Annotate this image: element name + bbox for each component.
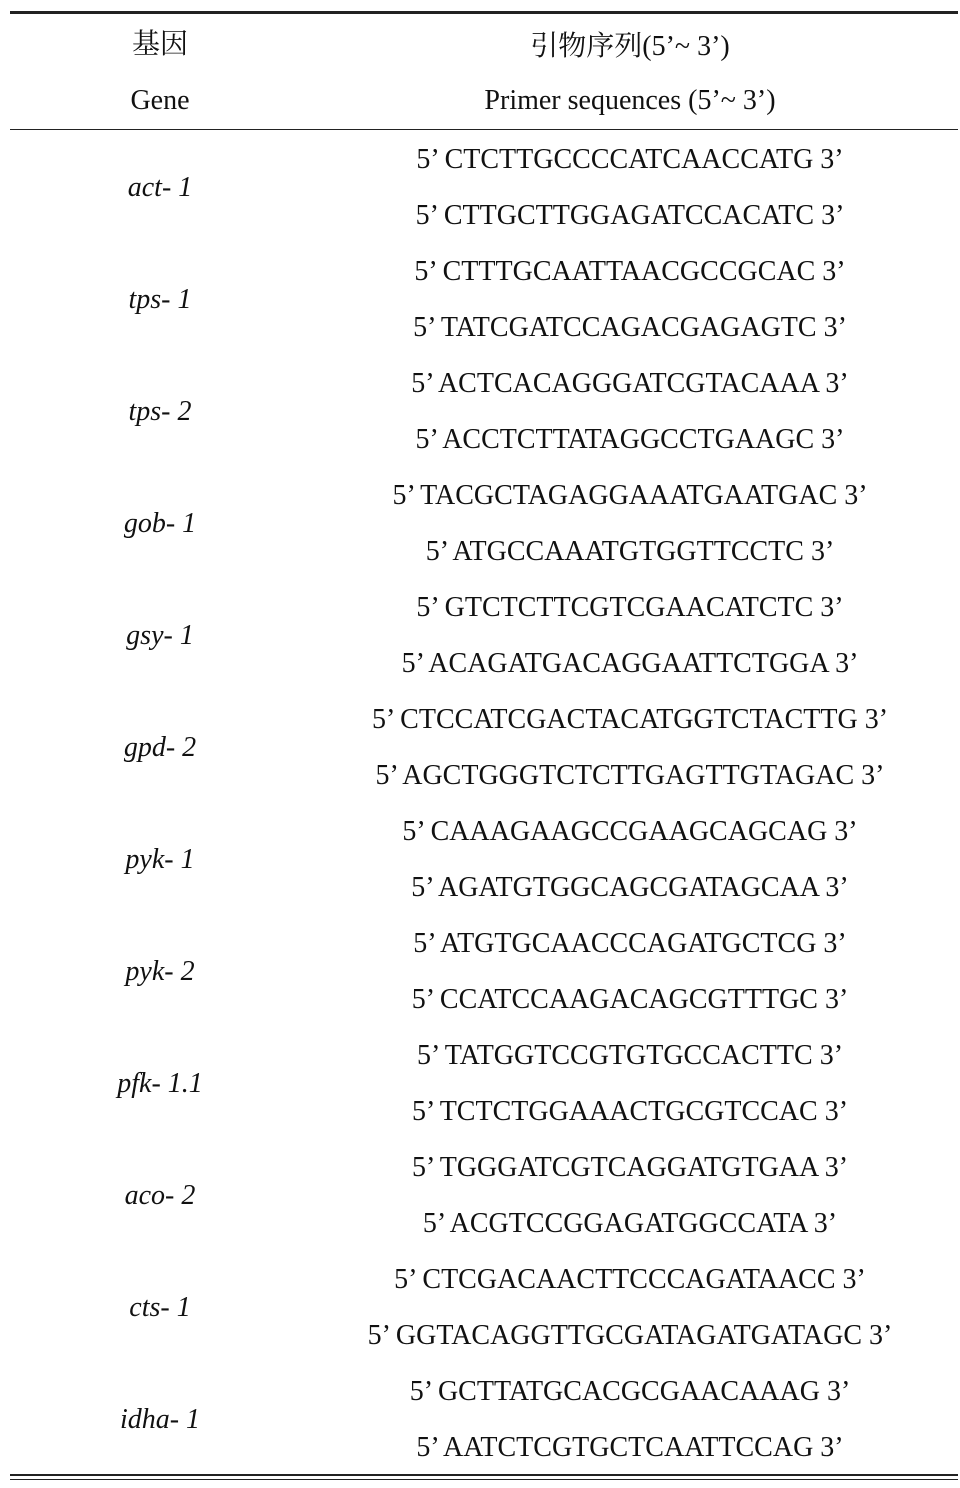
reverse-primer: 5’ TATCGATCCAGACGAGAGTC 3’ <box>413 312 847 343</box>
reverse-primer: 5’ ACCTCTTATAGGCCTGAAGC 3’ <box>415 424 845 455</box>
forward-primer: 5’ GTCTCTTCGTCGAACATCTC 3’ <box>416 592 844 623</box>
gene-column-header-zh: 基因 <box>131 29 188 60</box>
gene-name: pyk- 1 <box>125 844 195 875</box>
table-row <box>0 1028 960 1140</box>
forward-primer: 5’ CTTTGCAATTAACGCCGCAC 3’ <box>414 256 846 287</box>
gene-name: tps- 1 <box>128 284 192 315</box>
table-row <box>0 1252 960 1364</box>
reverse-primer: 5’ CCATCCAAGACAGCGTTTGC 3’ <box>411 984 849 1015</box>
table-body <box>0 132 960 1476</box>
gene-name: aco- 2 <box>124 1180 196 1211</box>
table-row <box>0 580 960 692</box>
table-row <box>0 804 960 916</box>
reverse-primer: 5’ GGTACAGGTTGCGATAGATGATAGC 3’ <box>367 1320 893 1351</box>
table-row <box>0 1364 960 1476</box>
table-row <box>0 916 960 1028</box>
forward-primer: 5’ CTCGACAACTTCCCAGATAACC 3’ <box>394 1264 866 1295</box>
forward-primer: 5’ CTCCATCGACTACATGGTCTACTTG 3’ <box>371 704 889 735</box>
forward-primer: 5’ CAAAGAAGCCGAAGCAGCAG 3’ <box>402 816 858 847</box>
table-header-rule <box>10 129 958 130</box>
forward-primer: 5’ TACGCTAGAGGAAATGAATGAC 3’ <box>392 480 868 511</box>
forward-primer: 5’ ATGTGCAACCCAGATGCTCG 3’ <box>413 928 847 959</box>
table-row <box>0 132 960 244</box>
gene-column-header-en: Gene <box>130 85 190 116</box>
forward-primer: 5’ TATGGTCCGTGTGCCACTTC 3’ <box>416 1040 844 1071</box>
reverse-primer: 5’ AGCTGGGTCTCTTGAGTTGTAGAC 3’ <box>375 760 885 791</box>
forward-primer: 5’ CTCTTGCCCCATCAACCATG 3’ <box>416 144 844 175</box>
reverse-primer: 5’ CTTGCTTGGAGATCCACATC 3’ <box>415 200 845 231</box>
reverse-primer: 5’ ACAGATGACAGGAATTCTGGA 3’ <box>401 648 859 679</box>
gene-name: pyk- 2 <box>125 956 195 987</box>
table-top-rule <box>10 11 958 14</box>
gene-name: cts- 1 <box>129 1292 191 1323</box>
gene-name: gsy- 1 <box>126 620 194 651</box>
gene-name: pfk- 1.1 <box>117 1068 203 1099</box>
table-bottom-rule <box>10 1474 958 1476</box>
table-row <box>0 1140 960 1252</box>
forward-primer: 5’ TGGGATCGTCAGGATGTGAA 3’ <box>411 1152 849 1183</box>
reverse-primer: 5’ TCTCTGGAAACTGCGTCCAC 3’ <box>411 1096 849 1127</box>
gene-name: tps- 2 <box>128 396 192 427</box>
reverse-primer: 5’ ACGTCCGGAGATGGCCATA 3’ <box>422 1208 838 1239</box>
gene-name: gpd- 2 <box>123 732 197 763</box>
forward-primer: 5’ GCTTATGCACGCGAACAAAG 3’ <box>409 1376 851 1407</box>
reverse-primer: 5’ AATCTCGTGCTCAATTCCAG 3’ <box>416 1432 844 1463</box>
table-row <box>0 692 960 804</box>
reverse-primer: 5’ ATGCCAAATGTGGTTCCTC 3’ <box>425 536 835 567</box>
gene-name: act- 1 <box>127 172 193 203</box>
gene-name: idha- 1 <box>119 1404 201 1435</box>
reverse-primer: 5’ AGATGTGGCAGCGATAGCAA 3’ <box>411 872 849 903</box>
forward-primer: 5’ ACTCACAGGGATCGTACAAA 3’ <box>411 368 849 399</box>
table-row <box>0 356 960 468</box>
table-row <box>0 468 960 580</box>
sequence-column-header-zh: 引物序列(5’~ 3’) <box>530 31 730 62</box>
gene-name: gob- 1 <box>123 508 197 539</box>
table-bottom-rule-inner <box>10 1479 958 1480</box>
table-row <box>0 244 960 356</box>
sequence-column-header-en: Primer sequences (5’~ 3’) <box>484 85 776 116</box>
